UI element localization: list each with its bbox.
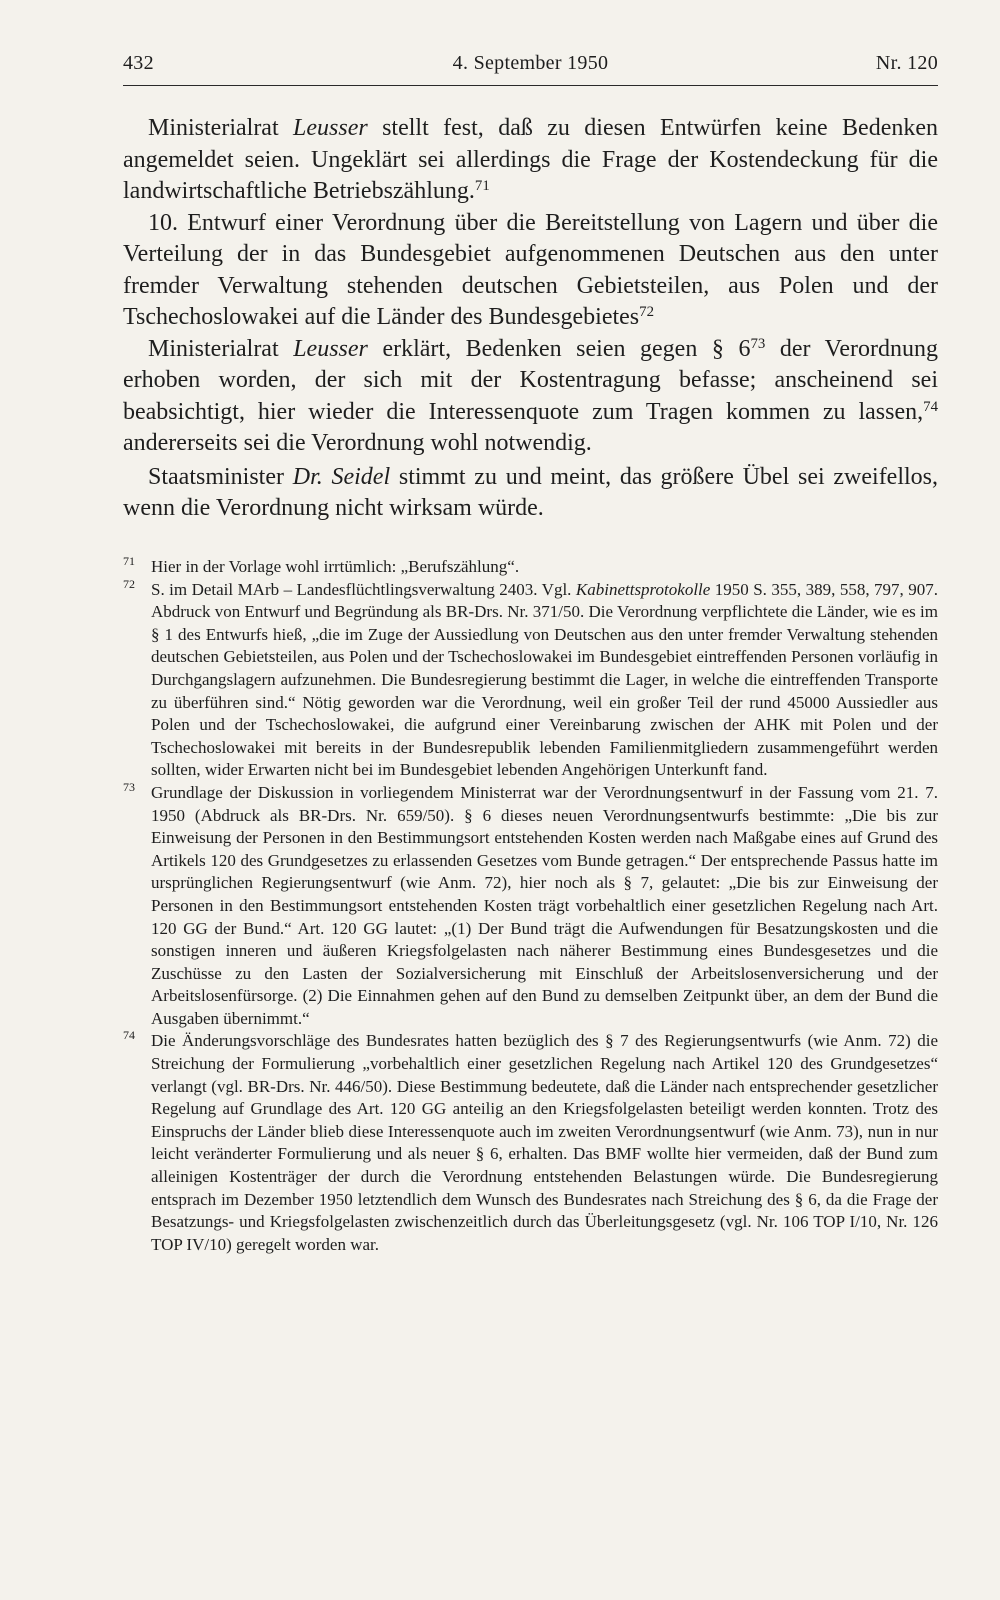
footnote-text: Grundlage der Diskussion in vorliegendem Ministerrat war der Verordnungsentwurf in der Fassung vom 21. 7. 1950 (Abdruck als BR-Drs. Nr. 659/50). § 6 dieses neuen Verordnungsentwurfs bestimmte: „Die bis zur Einweisung der Personen in den Bestimmungsort entstehenden Kosten werden nach Maßgabe eines auf Grund des Artikels 120 des Grundgesetzes zu erlassenden Gesetzes vom Bunde getragen.“ Der entsprechende Passus hatte im ursprünglichen Regierungsentwurf (wie Anm. 72), hier noch als § 7, gelautet: „Die bis zur Einweisung der Personen in den Bestimmungsort entstehenden Kosten trägt vorbehaltlich einer gesetzlichen Regelung nach Art. 120 GG der Bund.“ Art. 120 GG lautet: „(1) Der Bund trägt die Aufwendungen für Besatzungskosten und die sonstigen inneren und äußeren Kriegsfolgelasten nach näherer Bestimmung eines Bundesgesetzes und die Zuschüsse zu den Lasten der Sozialversicherung mit Einschluß der Arbeitslosenversicherung und der Arbeitslosenfürsorge. (2) Die Einnahmen gehen auf den Bund zu demselben Zeitpunkt über, an dem der Bund die Ausgaben übernimmt.“ — [151, 782, 938, 1028]
footnote-71 — [123, 556, 938, 579]
footnote-ref[interactable]: 74 — [923, 398, 938, 415]
text-run: Ministerialrat — [148, 115, 294, 141]
agenda-item-10 — [123, 208, 938, 334]
text-run: Ministerialrat — [148, 335, 294, 362]
paragraph-seidel-statement — [123, 462, 938, 525]
footnote-72 — [123, 576, 938, 782]
footnote-text — [151, 579, 938, 782]
text-run: Staatsminister — [148, 463, 293, 490]
paragraph-leusser-statement — [123, 113, 938, 208]
footnote-text: Hier in der Vorlage wohl irrtümlich: „Berufszählung“. — [151, 557, 520, 576]
main-text — [123, 113, 938, 525]
text-run: 1950 S. 355, 389, 558, 797, 907. Abdruck von Entwurf und Begründung als BR-Drs. Nr. 371/50. Die Verordnung verpflichtete die Länder, wie es im § 1 des Entwurfs hieß, „die im Zuge der Aussiedlung von Deutschen aus den unter fremder Verwaltung stehenden deutschen Gebietsteilen, aus Polen und der Tschechoslowakei im Bundesgebiet eintreffenden Personen vorläufig in Durchgangslagern aufzunehmen. Die Bundesregierung bestimmt die Lager, in welche die eintreffenden Transporte zu überführen sind.“ Nötig geworden war die Verordnung, weil ein großer Teil der rund 45000 Aussiedler aus Polen und der Tschechoslowakei, die aufgrund einer Vereinbarung zwischen der AHK mit Polen und der Tschechoslowakei mit bereits in der Bundesrepublik lebenden Familienmitgliedern zusammengeführt werden sollten, wider Erwarten nicht bei im Bundesgebiet lebenden Angehörigen Unterkunft fand. — [151, 579, 938, 780]
text-run: stimmt zu und meint, das größere Übel sei zweifellos, wenn die Verordnung nicht wirksam würde. — [123, 463, 939, 521]
footnote-ref[interactable]: 72 — [639, 303, 655, 320]
footnote-number: 74 — [123, 1028, 135, 1043]
footnote-ref[interactable]: 73 — [750, 335, 766, 352]
text-run: stellt fest, daß zu diesen Entwürfen keine Bedenken angemeldet seien. Ungeklärt sei allerdings die Frage der Kostendeckung für die landwirtschaftliche Betriebszählung. — [123, 115, 938, 204]
footnote-text: Die Änderungsvorschläge des Bundesrates hatten bezüglich des § 7 des Regierungsentwurfs (wie Anm. 72) die Streichung der Formulierung „vorbehaltlich einer gesetzlichen Regelung nach Artikel 120 des Grundgesetzes“ verlangt (vgl. BR-Drs. Nr. 446/50). Diese Bestimmung bedeutete, daß die Länder nach entsprechender gesetzlicher Regelung auf Grundlage des Art. 120 GG anteilig an den Kriegsfolgelasten beteiligt werden konnten. Trotz des Einspruchs der Länder blieb diese Interessenquote auch im zweiten Verordnungsentwurf (wie Anm. 73), nun in nur leicht veränderter Formulierung und als neuer § 6, erhalten. Das BMF wollte hier vermeiden, daß der Bund zum alleinigen Kostenträger der durch die Verordnung entstehenden Belastungen würde. Die Bundesregierung entsprach im Dezember 1950 letztendlich dem Wunsch des Bundesrates nach Streichung des § 6, da die Frage der Besatzungs- und Kriegsfolgelasten zwischenzeitlich durch das Überleitungsgesetz (vgl. Nr. 106 TOP I/10, Nr. 126 TOP IV/10) geregelt worden war. — [151, 1031, 938, 1254]
footnote-ref[interactable]: 71 — [474, 177, 490, 194]
footnote-74 — [123, 1030, 938, 1256]
footnote-number: 72 — [123, 576, 135, 591]
document-number: Nr. 120 — [875, 52, 938, 74]
person-name: Dr. Seidel — [292, 463, 391, 490]
paragraph-leusser-objection — [123, 334, 938, 460]
footnote-73 — [123, 779, 938, 1031]
page-number: 432 — [123, 52, 154, 74]
agenda-item-title: 10. Entwurf einer Verordnung über die Bereitstellung von Lagern und über die Verteilung der in das Bundesgebiet aufgenommenen Deutschen aus den unter fremder Verwaltung stehenden deutschen Gebietsteilen, aus Polen und der Tschechoslowakei auf die Länder des Bundesgebietes — [123, 209, 938, 330]
header-date: 4. September 1950 — [452, 52, 609, 74]
running-header — [123, 52, 938, 82]
source-title: Kabinettsprotokolle — [575, 579, 711, 599]
text-run: andererseits sei die Verordnung wohl notwendig. — [123, 430, 592, 456]
footnote-number: 71 — [123, 554, 135, 568]
person-name: Leusser — [293, 335, 368, 362]
footnotes — [123, 556, 938, 1256]
text-run: S. im Detail MArb – Landesflüchtlingsverwaltung 2403. Vgl. — [151, 579, 576, 599]
text-run: der Verordnung erhoben worden, der sich mit der Kostentragung befasse; anscheinend sei beabsichtigt, hier wieder die Interessenquote zum Tragen kommen zu lassen, — [123, 335, 938, 425]
footnote-number: 73 — [123, 779, 135, 794]
text-run: erklärt, Bedenken seien gegen § 6 — [367, 335, 751, 362]
header-rule — [123, 85, 938, 86]
person-name: Leusser — [293, 115, 368, 141]
